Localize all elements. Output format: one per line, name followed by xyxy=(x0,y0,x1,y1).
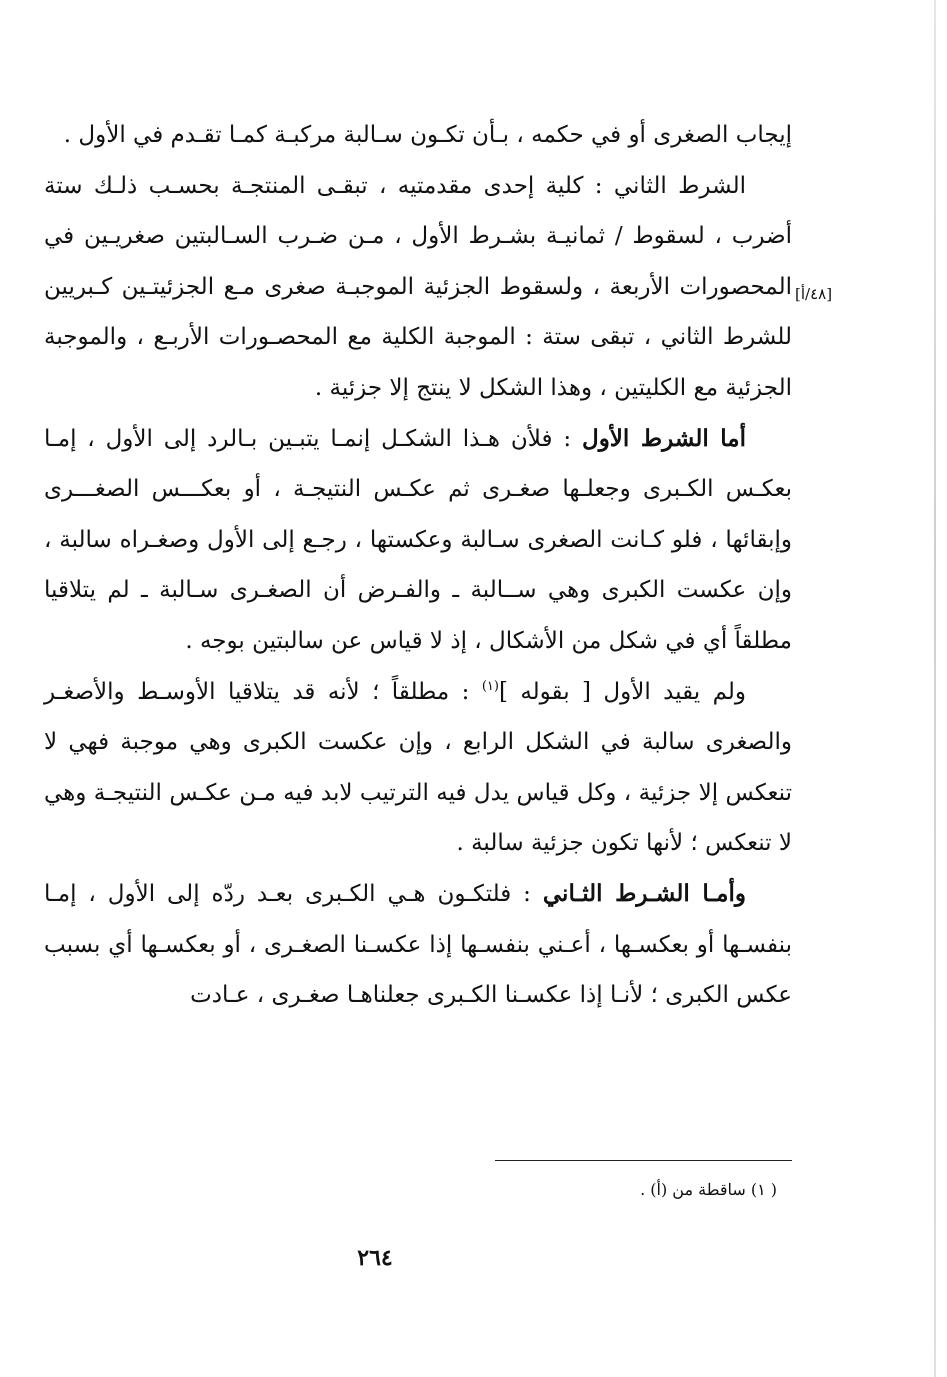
footnote-marker: (١) xyxy=(481,678,499,694)
manuscript-folio-ref: [٤٨/أ] xyxy=(795,285,833,303)
footnote-divider xyxy=(495,1160,792,1161)
main-text xyxy=(44,110,792,1021)
paragraph-4 xyxy=(44,667,792,869)
footnote: ( ١) ساقطة من (أ) . xyxy=(640,1180,777,1199)
paragraph-1: إيجاب الصغرى أو في حكمه ، بـأن تكـون سـالبة مركبـة كمـا تقـدم في الأول . xyxy=(63,122,792,148)
paragraph-5-text: : فلتكـون هـي الكـبرى بعـد ردّه إلى الأول ، إمـا بنفسـها أو بعكسـها ، أعـني بنفسـها إذا عكسـنا الصغـرى ، أو بعكسـها أي بسبب عكس الكبرى ؛ لأنـا إذا عكسـنا الكـبرى جعلناهـا صغـرى ، عـادت xyxy=(44,880,792,1009)
paragraph-4-text-b: : مطلقاً ؛ لأنه قد يتلاقيا الأوسـط والأصغـر والصغرى سالبة في الشكل الرابع ، وإن عكست الكبرى وهي موجبة فهي لا تنعكس إلا جزئية ، وكل قياس يدل فيه الترتيب لابد فيه مـن عكـس النتيجـة وهي لا تنعكس ؛ لأنها تكون جزئية سالبة . xyxy=(44,678,792,857)
paragraph-2: الشرط الثاني : كلية إحدى مقدمتيه ، تبقـى المنتجـة بحسـب ذلـك ستة أضرب ، لسقوط / ثمانيـة بشـرط الأول ، مـن ضـرب السـالبتين صغريـين في المحصورات الأربعة ، ولسقوط الجزئية الموجبـة صغرى مـع الجزئيتـين كـبريين للشرط الثاني ، تبقى ستة : الموجبة الكلية مع المحصـورات الأربـع ، والموجبة الجزئية مع الكليتين ، وهذا الشكل لا ينتج إلا جزئية . xyxy=(44,172,792,401)
paragraph-4-text-a: ولم يقيد الأول [ بقوله ] xyxy=(498,678,746,705)
paragraph-5 xyxy=(44,869,792,1021)
paragraph-3-heading: أما الشرط الأول xyxy=(581,424,746,452)
paragraph-3-text: : فلأن هـذا الشكـل إنمـا يتبـين بـالرد إلى الأول ، إمـا بعكـس الكـبرى وجعلـها صغـرى ثم عكـس النتيجـة ، أو بعكـــس الصغـــرى وإبقائها ، فلو كـانت الصغرى سـالبة وعكستها ، رجـع إلى الأول وصغـراه سالبة ، وإن عكست الكبرى وهي ســالبة ـ والفـرض أن الصغـرى سـالبة ـ لم يتلاقيا مطلقاً أي في شكل من الأشكال ، إذ لا قياس عن سالبتين بوجه . xyxy=(44,425,792,654)
paragraph-5-heading: وأمـا الشـرط الثـاني xyxy=(542,879,746,907)
page-edge-shadow xyxy=(934,0,936,1377)
paragraph-3 xyxy=(44,414,792,667)
page-number: ٢٦٤ xyxy=(357,1245,393,1271)
